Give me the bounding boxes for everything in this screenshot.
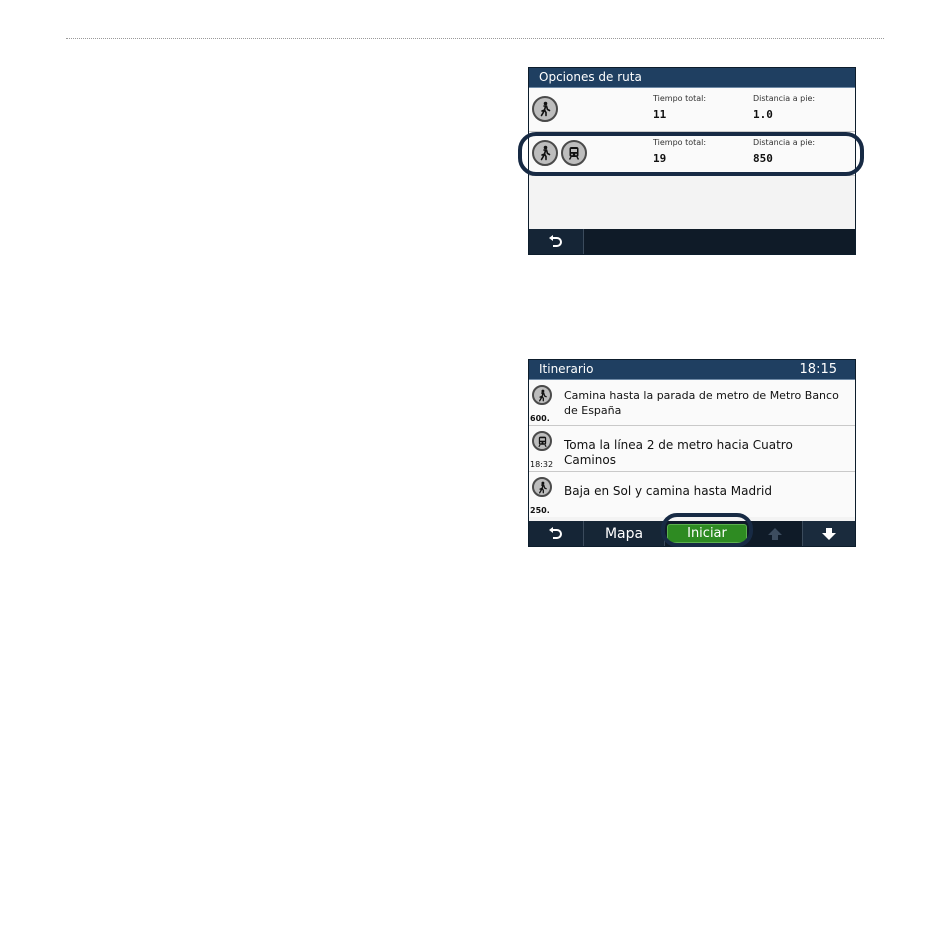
step-distance: 250. — [530, 506, 550, 515]
itinerary-step[interactable] — [529, 426, 855, 472]
back-arrow-icon — [548, 527, 564, 541]
back-button[interactable] — [529, 229, 584, 254]
train-icon — [532, 431, 552, 451]
itinerary-step[interactable] — [529, 472, 855, 517]
bottom-toolbar — [529, 229, 855, 254]
highlight-oval-route — [518, 132, 864, 176]
itinerary-title-bar — [529, 360, 855, 380]
walk-distance-value: 850 — [753, 152, 773, 165]
walk-distance-label: Distancia a pie: — [753, 138, 816, 147]
total-time-label: Tiempo total: — [653, 94, 707, 103]
total-time-label: Tiempo total: — [653, 138, 707, 147]
up-arrow-icon — [768, 528, 782, 540]
header-dotted-rule — [66, 38, 884, 39]
total-time-value: 19 — [653, 152, 667, 165]
scroll-down-button[interactable] — [802, 521, 855, 546]
back-arrow-icon — [548, 235, 564, 249]
walking-person-icon — [532, 477, 552, 497]
walk-distance-value: 1.0 — [753, 108, 773, 121]
scroll-up-button[interactable] — [757, 521, 793, 546]
step-instruction: Baja en Sol y camina hasta Madrid — [564, 484, 772, 498]
walk-distance-label: Distancia a pie: — [753, 94, 816, 103]
step-instruction: Toma la línea 2 de metro hacia Cuatro Caminos — [564, 438, 793, 467]
itinerary-step[interactable] — [529, 380, 855, 426]
clock-time: 18:15 — [799, 362, 837, 377]
back-button[interactable] — [529, 521, 584, 546]
step-time: 18:32 — [530, 460, 554, 469]
down-arrow-icon — [822, 528, 836, 540]
step-instruction: Camina hasta la parada de metro de Metro Banco de España — [564, 389, 839, 417]
walking-person-icon — [532, 385, 552, 405]
route-options-title: Opciones de ruta — [529, 68, 855, 88]
itinerary-title: Itinerario — [539, 362, 594, 376]
highlight-oval-start — [661, 513, 753, 547]
map-button[interactable]: Mapa — [584, 521, 665, 546]
walking-person-icon — [532, 96, 558, 122]
start-button[interactable]: Iniciar — [667, 524, 747, 543]
route-option-walk[interactable] — [529, 88, 855, 132]
total-time-value: 11 — [653, 108, 667, 121]
step-distance: 600. — [530, 414, 550, 423]
